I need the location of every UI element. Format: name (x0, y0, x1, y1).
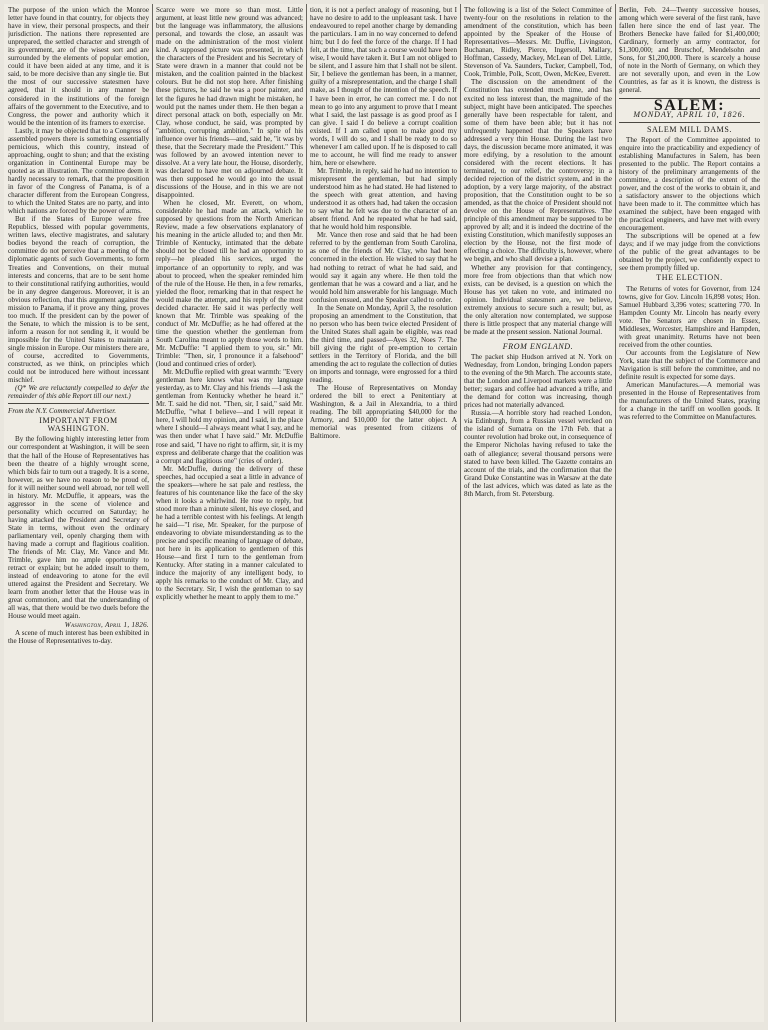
column-rule (460, 4, 461, 1022)
section-headline: FROM ENGLAND. (502, 341, 574, 351)
paragraph: The Report of the Committee appointed to enquire into the practicability and expediency of establishing Manufactures in Salem, has been presented to the public. The Report contains a history of the preliminary arrangements of the committee, a description of the extent of the power, and the cost of the works to obtain it, and a satisfactory answer to the objections which have been made to it. The committee which has examined the subject, have been engaged with the practical engineers, and have met with every encouragement. (619, 135, 760, 233)
column-2 (156, 6, 303, 1020)
divider (508, 339, 567, 340)
column-5 (619, 6, 760, 1020)
article-headline: IMPORTANT FROM WASHINGTON. (39, 416, 118, 434)
paragraph: Whether any provision for that contingency, more free from objections than that which now exists, can be devised, is a question on which the House has yet taken no vote, and intimated no opinion. Individual statesmen are, we believe, extremely anxious to secure such a result; but, as the only alteration now contemplated, we suppose there is little prospect that any material change will be made at the present session. National Journal. (464, 263, 612, 336)
column-rule (615, 4, 616, 1022)
paragraph: Berlin, Feb. 24—Twenty successive houses, among which were several of the first rank, have fallen here since the end of last year. The Brothers Benecke have failed for $1,400,000; Cardinary, formerly an army contractor, for $1,300,000; and Brutschof, Mendelsohn and Sons, for $1,200,000. There is scarcely a house of note in the North of Germany, on which they are not severally upon, and even in the Low Countries, as far as it is known, the distress is general. (619, 6, 760, 95)
debate-continued-text (310, 6, 457, 441)
divider (619, 122, 760, 123)
column-4 (464, 6, 612, 1020)
column-rule (306, 4, 307, 1022)
panama-report-text (8, 6, 149, 400)
editor-note: (Q* We are reluctantly compelled to defer the remainder of this able Report till our next.) (8, 384, 149, 401)
committee-text (464, 6, 612, 336)
paragraph: Lastly, it may be objected that to a Congress of assembled powers there is something essentially pernicious, which this country, instead of approaching, ought to shun; and that the existing organization in Continental Europe may be quoted as an illustration. The committee deem it hardly necessary to remark, that the proposition in favor of the Congress of Panama, is of a character different from the European Congress, to which the United States are no party, and into which nations are forced by the power of arms. (8, 126, 149, 216)
column-rule (152, 4, 153, 1022)
column-3 (310, 6, 457, 1020)
paragraph: Russia.—A horrible story had reached London, via Edinburgh, from a Russian vessel wrecked on the island of Sumatra on the 17th Feb. that a counter revolution had broke out, in consequence of the Emperor Nicholas having refused to take the oath of allegiance; several thousand persons were stated to have been killed. The Gazette contains an account of the trials, and the confirmation that the Grand Duke Constantine was in Warsaw at the date of the last advices, which was dated as late as the 8th March, from St. Petersburg. (464, 409, 612, 498)
paragraph: By the following highly interesting letter from our correspondent at Washington, it will be seen that the hall of the House of Representatives has been the theatre of a highly wrought scene, which bids fair to turn out a tragedy. It is a scene, however, as we have no reason to be proud of, for it will neither sound well abroad, nor tell well in history. Mr. McDuffie, it appears, was the aggressor in the scene of violence and personality which occurred on Saturday; he having attacked the President and Secretary of State in terms, without even the ordinary parliamentary veil, openly charging them with having made a corrupt and flagitious coalition. The friends of Mr. Clay, Mr. Vance and Mr. Trimble, gave him no ample opportunity to retract or explain; but he added insult to them, instead of endeavoring to atone for the evil uttered against the President and Secretary. We learn from another letter that the House was in great commotion, and that the understanding of all was, that there would be two duels before the House would meet again. (8, 435, 149, 621)
paragraph: A scene of much interest has been exhibited in the House of Representatives to-day. (8, 628, 149, 645)
newspaper-page (4, 4, 764, 1022)
masthead-salem: SALEM: (653, 96, 726, 114)
article-headline: SALEM MILL DAMS. (646, 124, 733, 134)
england-news-text (464, 353, 612, 498)
paragraph: When he closed, Mr. Everett, on whom, considerable he had made an attack, which he supposed by questions from the North American Review, made a few observations explanatory of his meaning in the article alluded to; and then Mr. Trimble of Kentucky, intimated that the debate should not be closed till he had an opportunity to reply—he pleaded his services, urged the importance of an opportunity to reply, and was about to proceed, when the speaker reminded him of the rule of the House. He then, in a few remarks, yielded the floor, remarking that in that respect he would make the attempt, and his reply of the most decided character. He said it was perfectly well known that Mr. Trimble was speaking of the conduct of Mr. McDuffie; as he had offered at the time the question whether the gentleman from South Carolina meant to apply those words to him. Mr. McDuffie: "I applied them to you, sir." Mr. Trimble: "Then, sir, I pronounce it a falsehood" (loud and continued cries of order). (156, 199, 303, 369)
issue-date: MONDAY, APRIL 10, 1826. (633, 109, 746, 119)
paragraph: The following is a list of the Select Committee of twenty-four on the resolutions in relation to the amendment of the constitution, which has been appointed by the Speaker of the House of Representatives—Messrs. Mr. Duffie, Livingston, Buchanan, Ridley, Pierce, Ingersoll, Mallary, Hoffman, Cassedy, Mackey, McLean of Del. Little, Stevenson of Va. Saunders, Tucker, Campbell, Tod, Cook, Trimble, Polk, Scott, Owen, McKee, Everett. (464, 6, 612, 79)
paragraph: The packet ship Hudson arrived at N. York on Wednesday, from London, bringing London papers to the evening of the 9th March. The accounts state, that the London and Liverpool markets were a little better; sugars and coffee had advanced a trifle, and the demand for cotton was increasing, though prices had not materially advanced. (464, 352, 612, 410)
paragraph: American Manufactures.—A memorial was presented in the House of Representatives from the manufacturers of the United States, praying for a change in the tariff on woollen goods. It was referred to the Committee on Manufactures. (619, 381, 760, 422)
paragraph: Mr. McDuffie, during the delivery of these speeches, had occupied a seat a little in advance of the speakers—where he sat pale and restless, the features of his countenance like the face of the sky when it looks a whirlwind. He rose to reply, but stood more than a minute silent, his eye closed, and he had a terrible contest with his feelings. At length he said—"I rise, Mr. Speaker, for the purpose of endeavoring to obviate misunderstanding as to the precise and specific meaning of language of debate, not here in its application to gentlemen of this House—and first I turn to the gentleman from Kentucky. After stating in a manner calculated to induce the majority of any intelligent body, to apply his remarks to the conduct of Mr. Clay, and to the Secretary. Sir, I wish the gentleman to say explicitly whether he meant to apply them to me." (156, 464, 303, 602)
washington-article-text (8, 435, 149, 620)
paragraph: Mr. McDuffie replied with great warmth: "Every gentleman here knows what was my language yesterday, as to Mr. Clay and his friends —I ask the gentleman from Kentucky whether he heard it." Mr. T. said he did not. "Then, sir, I said," said Mr. McDuffie, "what I believe—and I will repeat it here, I will hold my opinion, and I said, in the place where I should—I always meant what I say, and he was then under what I have said." Mr. McDuffie rose and said, "I have no right to affirm, sir, it is my express and deliberate charge that the coalition was a corrupt and flagitious one" (cries of order). (156, 368, 303, 465)
paragraph: But if the States of Europe were free Republics, blessed with popular governments, written laws, elective magistrates, and salutary bodies beyond the reach of corruption, the committee do not perceive that a meeting of the diplomatic agents of such Governments, to form Treaties and Conventions, on their mutual interests and concerns, that are to be sent home to their constitutional ratifying authorities, would be in any degree dangerous. Moreover, it is an obvious reflection, that this argument against the mission to Panama, if it prove any thing, proves too much. If the president can by the power of the Senate, to which the mission is to be sent, inform a reason for not sending it, it would be impossible for the United States to maintain a single mission in Europe. Our ministers there are, of course, accredited to Governments, constructed, as we think, on principles which could not be introduced here without incessant mischief. (8, 215, 149, 385)
mill-dams-text (619, 136, 760, 273)
paragraph: Mr. Vance then rose and said that he had been referred to by the gentleman from South Carolina, as one of the friends of Mr. Clay, who had been concerned in the election. He wished to say that he had nothing to retract of what he had said, and would say it again any where. He then told the gentleman that he was a coward and a liar, and he would hold him answerable for his language. Much confusion ensued, and the Speaker called to order. (310, 231, 457, 304)
paragraph: The purpose of the union which the Monroe letter have found in that country, for objects they have in view, their personal prospects, and their jurisdiction. The nations there represented are unprepared, the settled character and strength of its government, are of the wisest sort and are surrounded by the elements of popular emotion, could it have been aided at any time, and it is said, to be more decisive than any single tie. But the most of our successive statesmen have agreed, that it should in any manner be considered in the institutions of the foreign affairs of the government to the Executive, and to Congress, the power and authority which it would be the intention of its framers to exercise. (8, 6, 149, 127)
paragraph: The subscriptions will be opened at a few days; and if we may judge from the convictions of the public of the great advantages to be obtained by the project, we confidently expect to see them promptly filled up. (619, 232, 760, 273)
debate-text (156, 6, 303, 601)
divider (8, 403, 149, 404)
berlin-news-text (619, 6, 760, 95)
paragraph: tion, it is not a perfect analogy of reasoning, but I have no desire to add to the unpleasant task. I have endeavoured to repel another charge by demanding the particulars. I am in no way concerned to defend him; but I do feel the force of the charge. If I had felt, at the time, that such a course would have been wise, I would have taken it. But I am not obliged to be silent, and I assure him that I shall not be silent. Sir, I believe the gentleman has been, in a manner, guilty of a misrepresentation, and the charge I shall make, as I thought of the intention of the speech. If I have been in error, he can correct me. I do not mean to go into any argument to prove that I meant what I said, the last passage is as good proof as I can give. I said I do believe a corrupt coalition existed. If I am called upon to make good my words, I will do so, and I shall be ready to do so whenever I am called upon. If he is disposed to call me to account, he will find me ready to answer him, here or elsewhere. (310, 6, 457, 167)
paragraph: The discussion on the amendment of the Constitution has extended much time, and has excited no less interest than, the magnitude of the subject, might have been anticipated. The speeches generally have been respectable for talent, and some of them have been able; but it has not unfrequently happened that the Speakers have addressed a very thin House. During the last two days, the discussion became more animated, it was more edifying, by a resolution to the amount considered with the recent elections. It has terminated, to our relief, the controversy; in a decided rejection of the district system, and in the adoption, by a very large majority, of the abstract proposition, that the Constitution ought to be so amended, as that the choice of President should not devolve on the House of Representatives. The principle of this amendment may be supposed to be approved by all; and it is indeed the doctrine of the existing Constitution, which manifestly supposes an election by the House, not the first mode of effecting a choice. The difficulty is, however, where we begin, and who shall devise a plan. (464, 78, 612, 264)
washington-letter-text (8, 629, 149, 645)
paragraph: Our accounts from the Legislature of New York, state that the subject of the Commerce and Navigation is still before the committee, and no definite result is expected for some days. (619, 348, 760, 382)
source-line: From the N.Y. Commercial Advertiser. (8, 407, 117, 416)
paragraph: Scarce were we more so than most. Little argument, at least little new ground was advanced; but the language was inflammatory, the allusions personal, and towards the close, an assault was made on the administration of the most violent kind. A supposed picture was presented, in which the characters of the President and his Secretary of State were drawn in a manner that could not be mistaken, and the coalition painted in the blackest colours. But he did not stop here. After finishing these pictures, he said he was a poor painter, and let the figures he had drawn might be mistaken, he would put the names under them. He then began a direct personal attack on both, especially on Mr. Clay, whose conduct, he said, was prompted by "ambition, corrupting ambition." In spite of his influence over his friends—and, said he, "it was by these, that the Secretary made the President." This was followed by an avowed intention never to dissolve. At a very late hour, the House, disorderly, was declared to have met on adjourned debate. It was then supposed he would go into the usual discussions of the House, and in this we are not disappointed. (156, 6, 303, 200)
column-1 (8, 6, 149, 1020)
paragraph: In the Senate on Monday, April 3, the resolution proposing an amendment to the Constitution, that no person who has been twice elected President of the United States shall again be eligible, was read the third time, and passed—Ayes 32, Noes 7. The bill giving the right of pre-emption to certain settlers in the Territory of Florida, and the bill amending the act to regulate the collection of duties on imports and tonnage, were engrossed for a third reading. (310, 303, 457, 385)
paragraph: The Returns of votes for Governor, from 124 towns, give for Gov. Lincoln 16,898 votes; Hon. Samuel Hubbard 3,396 votes; scattering 770. In Hampden County Mr. Lincoln has nearly every vote. The Senators are chosen in Essex, Middlesex, Worcester, Hampshire and Hampden, with great unanimity. Returns have not been received from the other counties. (619, 284, 760, 349)
section-headline: THE ELECTION. (656, 273, 723, 283)
paragraph: Mr. Trimble, in reply, said he had no intention to misrepresent the gentleman, but had simply understood him as he had stated. He had listened to the speech with great attention, and having understood it as others had, had taken the occasion to say what he felt was due to the character of an absent friend. And he repeated what he had said, that he would hold him responsible. (310, 166, 457, 232)
paragraph: The House of Representatives on Monday ordered the bill to erect a Penitentiary at Washington, & a Jail in Alexandria, to a third reading. The bill appropriating $40,000 for the Armory, and $10,000 for the latter object. A memorial was presented from citizens of Baltimore. (310, 384, 457, 441)
dateline: Washington, April 1, 1826. (64, 620, 149, 629)
election-text (619, 285, 760, 422)
